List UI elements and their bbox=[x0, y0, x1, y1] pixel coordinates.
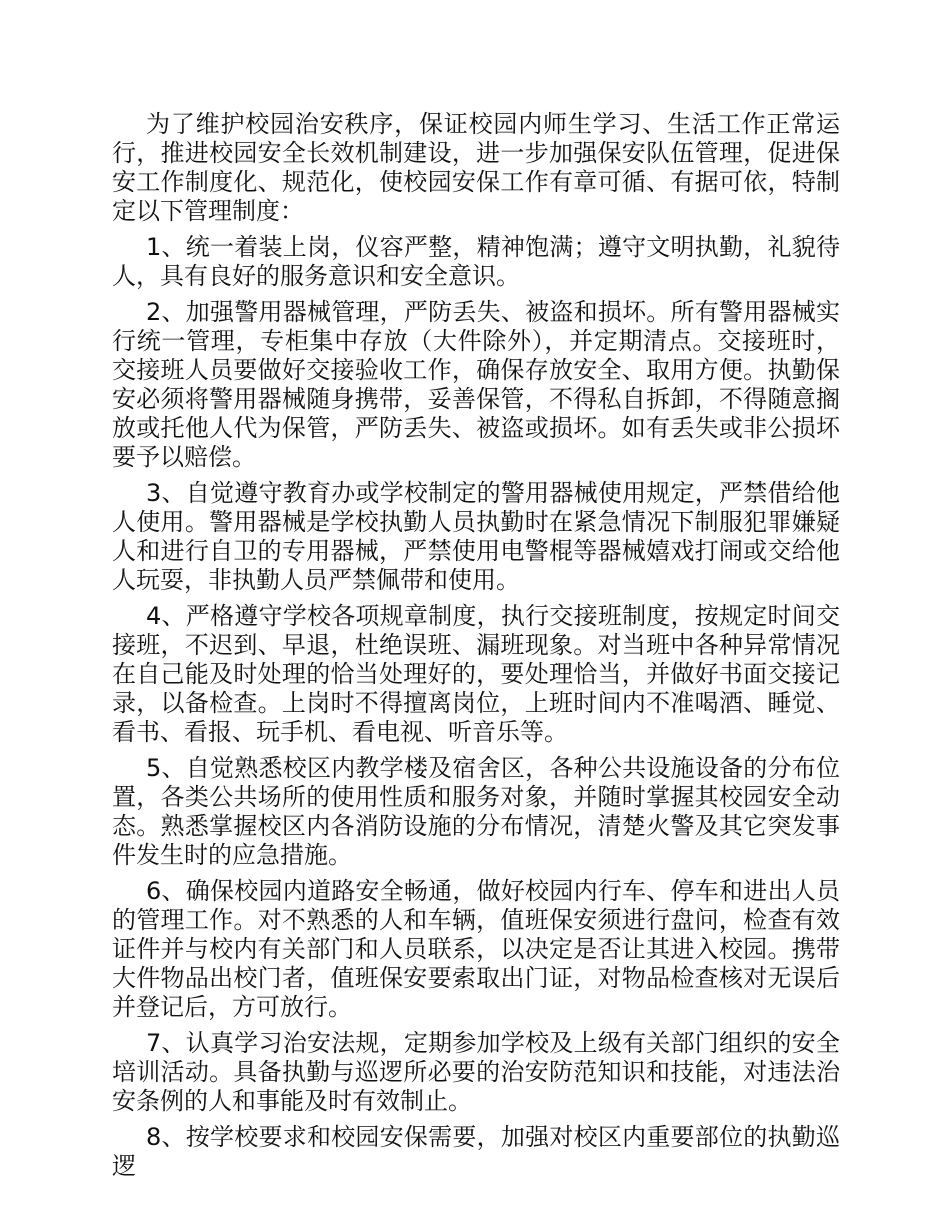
intro-paragraph: 为了维护校园治安秩序，保证校园内师生学习、生活工作正常运行，推进校园安全长效机制建设，进一步加强保安队伍管理，促进保安工作制度化、规范化，使校园安保工作有章可循、有据可依，特制定以下管理制度： bbox=[112, 110, 840, 225]
rule-3-paragraph: 3、自觉遵守教育办或学校制定的警用器械使用规定，严禁借给他人使用。警用器械是学校执勤人员执勤时在紧急情况下制服犯罪嫌疑人和进行自卫的专用器械，严禁使用电警棍等器械嬉戏打闹或交给他人玩耍，非执勤人员严禁佩带和使用。 bbox=[112, 479, 840, 594]
rule-6-paragraph: 6、确保校园内道路安全畅通，做好校园内行车、停车和进出人员的管理工作。对不熟悉的人和车辆，值班保安须进行盘问，检查有效证件并与校内有关部门和人员联系，以决定是否让其进入校园。携带大件物品出校门者，值班保安要索取出门证，对物品检查核对无误后并登记后，方可放行。 bbox=[112, 877, 840, 1021]
rule-2-paragraph: 2、加强警用器械管理，严防丢失、被盗和损坏。所有警用器械实行统一管理，专柜集中存放（大件除外），并定期清点。交接班时，交接班人员要做好交接验收工作，确保存放安全、取用方便。执勤保安必须将警用器械随身携带，妥善保管，不得私自拆卸，不得随意搁放或托他人代为保管，严防丢失、被盗或损坏。如有丢失或非公损坏要予以赔偿。 bbox=[112, 298, 840, 471]
rule-8-paragraph: 8、按学校要求和校园安保需要，加强对校区内重要部位的执勤巡逻 bbox=[112, 1123, 840, 1180]
rule-5-paragraph: 5、自觉熟悉校区内教学楼及宿舍区，各种公共设施设备的分布位置，各类公共场所的使用性质和服务对象，并随时掌握其校园安全动态。熟悉掌握校区内各消防设施的分布情况，清楚火警及其它突发事件发生时的应急措施。 bbox=[112, 754, 840, 869]
rule-7-paragraph: 7、认真学习治安法规，定期参加学校及上级有关部门组织的安全培训活动。具备执勤与巡逻所必要的治安防范知识和技能，对违法治安条例的人和事能及时有效制止。 bbox=[112, 1029, 840, 1115]
rule-1-paragraph: 1、统一着装上岗，仪容严整，精神饱满；遵守文明执勤，礼貌待人，具有良好的服务意识和安全意识。 bbox=[112, 233, 840, 290]
rule-4-paragraph: 4、严格遵守学校各项规章制度，执行交接班制度，按规定时间交接班，不迟到、早退，杜绝误班、漏班现象。对当班中各种异常情况在自己能及时处理的恰当处理好的，要处理恰当，并做好书面交接记录，以备检查。上岗时不得擅离岗位，上班时间内不准喝酒、睡觉、看书、看报、玩手机、看电视、听音乐等。 bbox=[112, 602, 840, 746]
document-body bbox=[112, 110, 840, 1188]
